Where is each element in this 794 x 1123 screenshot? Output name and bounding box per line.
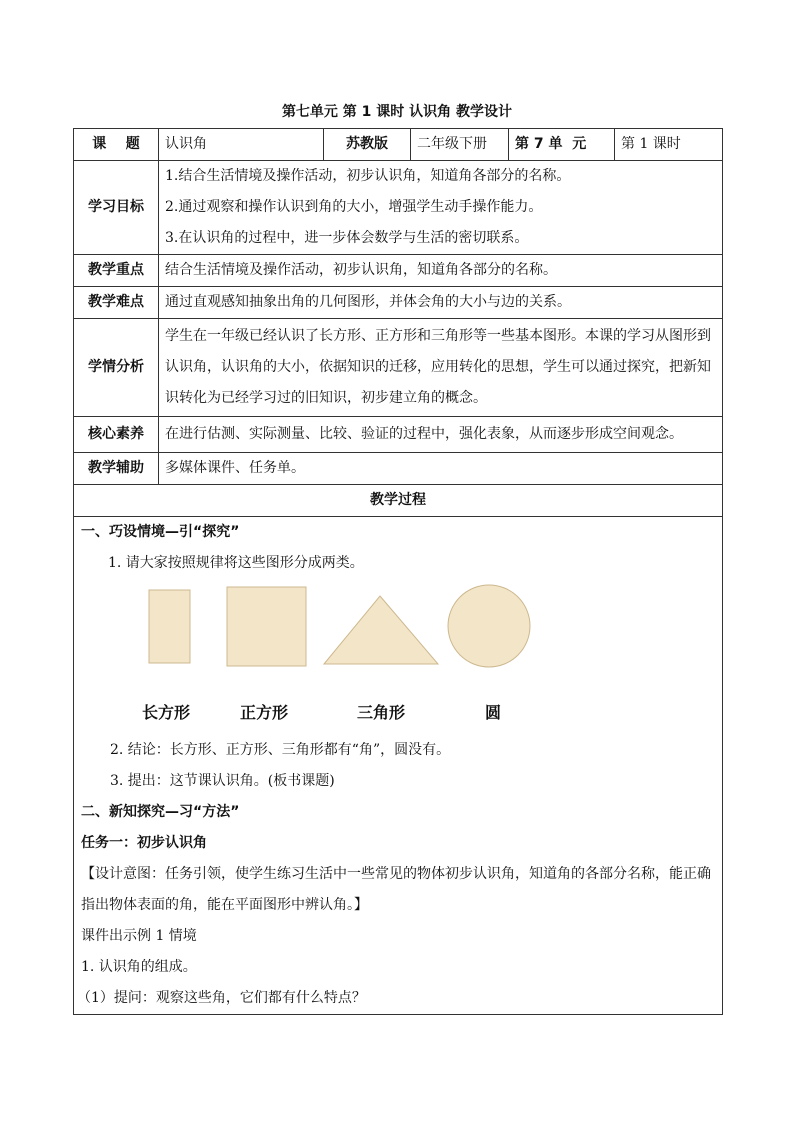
step1-text: 1. 请大家按照规律将这些图形分成两类。 xyxy=(108,555,364,571)
circle-shape xyxy=(448,585,530,667)
item1-text: 1. 认识角的组成。 xyxy=(81,959,197,975)
difficulty-points: 通过直观感知抽象出角的几何图形，并体会角的大小与边的关系。 xyxy=(159,287,723,319)
shape-label-triangle: 三角形 xyxy=(356,703,405,722)
task1-title: 任务一：初步认识角 xyxy=(81,835,207,851)
aids-row xyxy=(74,453,723,485)
header-row xyxy=(74,129,723,161)
course-label: 课 题 xyxy=(74,129,159,161)
goal-item: 1.结合生活情境及操作活动，初步认识角，知道角各部分的名称。 xyxy=(165,168,571,184)
key-label: 教学重点 xyxy=(74,255,159,287)
course-name: 认识角 xyxy=(159,129,324,161)
triangle-shape xyxy=(324,596,438,664)
goals-row xyxy=(74,161,723,255)
unit: 第 7 单 元 xyxy=(509,129,615,161)
rectangle-shape xyxy=(149,590,190,663)
aids-text: 多媒体课件、任务单。 xyxy=(159,453,723,485)
item1-1-text: （1）提问：观察这些角，它们都有什么特点？ xyxy=(77,990,366,1006)
design-intent: 【设计意图：任务引领，使学生练习生活中一些常见的物体初步认识角，知道角的各部分名称，能正确指出物体表面的角，能在平面图形中辨认角。】 xyxy=(81,866,711,913)
shapes-figure xyxy=(74,579,722,735)
literacy-row xyxy=(74,417,723,453)
shape-label-circle: 圆 xyxy=(484,703,501,722)
analysis-text: 学生在一年级已经认识了长方形、正方形和三角形等一些基本图形。本课的学习从图形到认识角，认识角的大小，依据知识的迁移，应用转化的思想，学生可以通过探究，把新知识转化为已经学习过的旧知识，初步建立角的概念。 xyxy=(159,319,723,417)
shape-label-rectangle: 长方形 xyxy=(141,703,190,722)
document-title: 第七单元 第 1 课时 认识角 教学设计 xyxy=(281,104,513,120)
literacy-label: 核心素养 xyxy=(74,417,159,453)
process-heading-row xyxy=(74,485,723,517)
grade: 二年级下册 xyxy=(411,129,509,161)
shape-label-square: 正方形 xyxy=(239,703,288,722)
process-body xyxy=(74,517,723,1015)
difficulty-label: 教学难点 xyxy=(74,287,159,319)
step2-text: 2. 结论：长方形、正方形、三角形都有“角”，圆没有。 xyxy=(110,742,451,758)
difficulty-row xyxy=(74,287,723,319)
process-body-row xyxy=(74,517,723,1015)
analysis-label: 学情分析 xyxy=(74,319,159,417)
example-text: 课件出示例 1 情境 xyxy=(81,928,197,944)
literacy-text: 在进行估测、实际测量、比较、验证的过程中，强化表象，从而逐步形成空间观念。 xyxy=(159,417,723,453)
goal-item: 3.在认识角的过程中，进一步体会数学与生活的密切联系。 xyxy=(165,230,529,246)
key-row xyxy=(74,255,723,287)
part1-title: 一、巧设情境—引“探究” xyxy=(81,524,240,540)
publisher: 苏教版 xyxy=(324,129,411,161)
step3-text: 3. 提出：这节课认识角。(板书课题) xyxy=(110,773,335,789)
aids-label: 教学辅助 xyxy=(74,453,159,485)
goals-list xyxy=(159,161,723,255)
shapes-svg xyxy=(74,579,721,694)
analysis-row xyxy=(74,319,723,417)
lesson-number: 第 1 课时 xyxy=(615,129,723,161)
process-heading: 教学过程 xyxy=(74,485,723,517)
part2-title: 二、新知探究—习“方法” xyxy=(81,804,240,820)
lesson-plan-table xyxy=(73,128,723,1015)
square-shape xyxy=(227,587,306,666)
key-points: 结合生活情境及操作活动，初步认识角，知道角各部分的名称。 xyxy=(159,255,723,287)
goal-item: 2.通过观察和操作认识到角的大小，增强学生动手操作能力。 xyxy=(165,199,543,215)
goals-label: 学习目标 xyxy=(74,161,159,255)
